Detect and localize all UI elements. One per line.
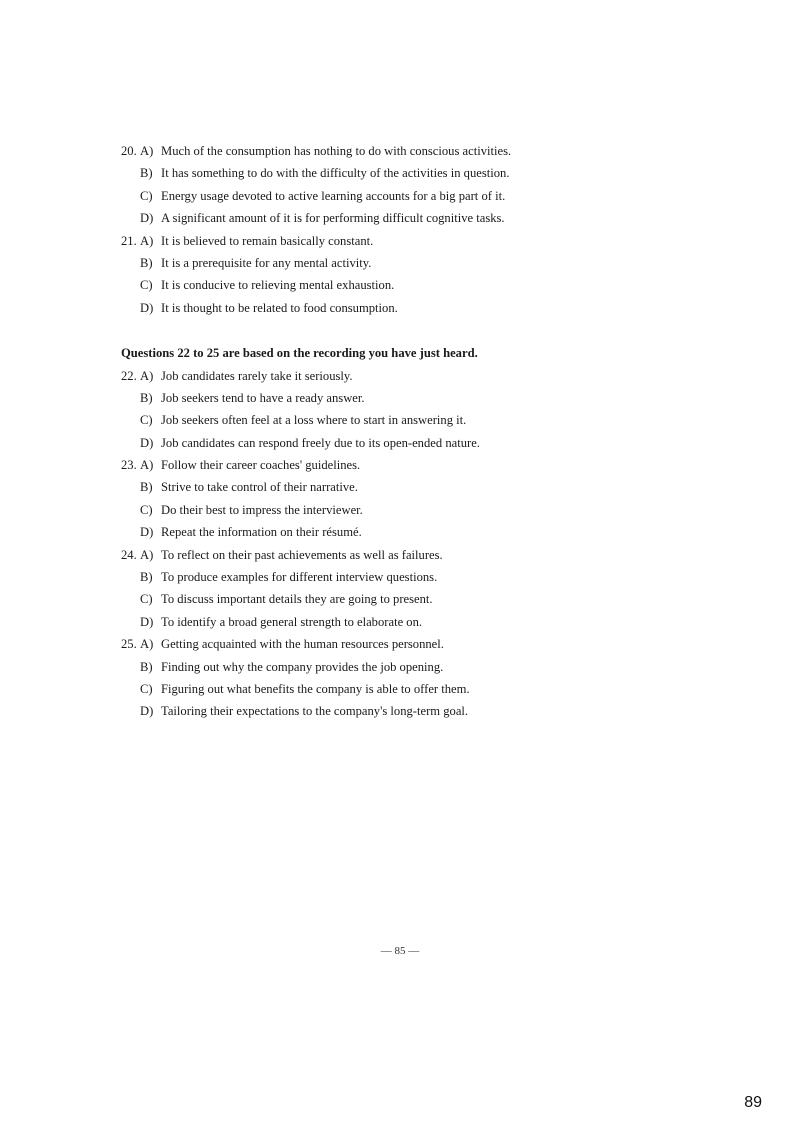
option-text: Follow their career coaches' guidelines. [161,458,361,473]
question-group [121,342,561,723]
option-text: Job candidates can respond freely due to its open-ended nature. [161,435,480,450]
question-item [121,544,561,634]
option-text: Repeat the information on their résumé. [161,525,362,540]
option [121,162,561,184]
question-number: 21. [121,233,137,248]
question-number: 24. [121,547,137,562]
question-first-line [121,544,561,566]
option-letter: C) [140,682,153,696]
option-letter: B) [140,390,153,405]
question-number: 20. [121,144,137,158]
question-number: 22. [121,368,137,383]
question-group [121,140,561,319]
option-text: Getting acquainted with the human resources personnel. [161,637,444,652]
option-letter: C) [140,502,153,517]
option-text: Job seekers often feel at a loss where to start in answering it. [161,413,467,428]
option [121,700,561,722]
option-text: Tailoring their expectations to the company's long-term goal. [161,704,469,719]
option [121,499,561,521]
option-letter: A) [140,547,154,562]
option-letter: C) [140,592,153,607]
option-text: It has something to do with the difficulty of the activities in question. [161,166,510,181]
option-letter: B) [140,255,153,270]
option-letter: A) [140,233,154,248]
page-footer-number: — 85 — [380,945,420,957]
option [121,521,561,543]
option-text: It is conducive to relieving mental exhaustion. [161,278,395,293]
option-letter: C) [140,188,153,203]
option [121,207,561,229]
question-item [121,365,561,455]
option-text: Strive to take control of their narrative. [161,480,358,495]
question-first-line [121,140,561,162]
option-text: A significant amount of it is for performing difficult cognitive tasks. [161,211,505,226]
option [121,678,561,700]
option-text: It is a prerequisite for any mental activity. [161,255,372,270]
option-letter: B) [140,659,153,674]
option-text: Job candidates rarely take it seriously. [161,368,353,383]
option-letter: D) [140,211,154,226]
option [121,432,561,454]
option [121,185,561,207]
option [121,656,561,678]
option-text: Do their best to impress the interviewer. [161,502,363,517]
option-letter: B) [140,166,153,181]
option-text: To identify a broad general strength to elaborate on. [161,614,423,629]
option-letter: D) [140,435,154,450]
option-letter: B) [140,570,153,585]
option [121,588,561,610]
question-item [121,633,561,723]
question-first-line [121,230,561,252]
question-first-line [121,633,561,655]
option-text: Figuring out what benefits the company is able to offer them. [161,682,470,696]
option-letter: A) [140,368,154,383]
question-first-line [121,454,561,476]
question-item [121,230,561,320]
question-number: 25. [121,637,137,652]
option-letter: C) [140,413,153,428]
option-text: To discuss important details they are going to present. [161,592,433,607]
option-letter: A) [140,144,154,158]
option-letter: B) [140,480,153,495]
option-letter: D) [140,704,154,719]
option-text: Job seekers tend to have a ready answer. [161,390,365,405]
option [121,297,561,319]
option [121,387,561,409]
option-letter: A) [140,637,154,652]
option-text: It is thought to be related to food consumption. [161,300,398,315]
option-letter: D) [140,525,154,540]
question-number: 23. [121,458,137,473]
option-text: To reflect on their past achievements as well as failures. [161,547,443,562]
option-text: To produce examples for different interview questions. [161,570,438,585]
option [121,476,561,498]
question-content [121,140,561,723]
question-item [121,140,561,230]
option [121,409,561,431]
option-letter: A) [140,458,154,473]
option-letter: C) [140,278,153,293]
option-letter: D) [140,300,154,315]
option-text: It is believed to remain basically constant. [161,233,374,248]
option [121,274,561,296]
question-first-line [121,365,561,387]
section-heading: Questions 22 to 25 are based on the recording you have just heard. [121,346,478,361]
corner-page-number: 89 [744,1094,762,1111]
option [121,252,561,274]
option [121,566,561,588]
option-text: Finding out why the company provides the job opening. [161,659,444,674]
option-letter: D) [140,614,154,629]
question-item [121,454,561,544]
option-text: Energy usage devoted to active learning accounts for a big part of it. [161,188,506,203]
option [121,611,561,633]
option-text: Much of the consumption has nothing to do with conscious activities. [161,144,512,158]
